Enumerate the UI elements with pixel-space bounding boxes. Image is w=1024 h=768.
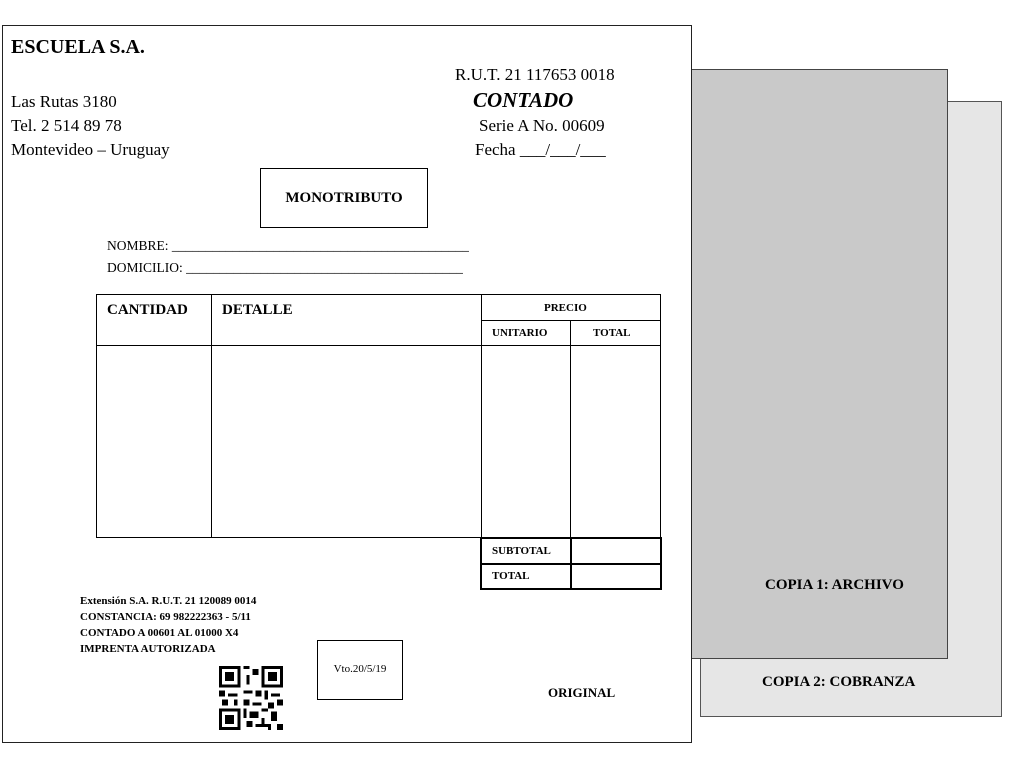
cantidad-header: CANTIDAD xyxy=(107,302,188,318)
regime-label: MONOTRIBUTO xyxy=(285,189,403,206)
printer-line-1: Extensión S.A. R.U.T. 21 120089 0014 xyxy=(80,595,257,607)
totals-box xyxy=(480,537,662,590)
total-header: TOTAL xyxy=(593,327,631,339)
precio-header: PRECIO xyxy=(544,302,587,314)
regime-box xyxy=(260,168,428,228)
company-address: Las Rutas 3180 xyxy=(11,92,117,111)
client-name-field: NOMBRE: ____________________________________________ xyxy=(107,238,469,253)
serie-number: Serie A No. 00609 xyxy=(479,116,605,135)
original-label: ORIGINAL xyxy=(548,685,616,700)
invoice-type: CONTADO xyxy=(473,88,574,112)
invoice-date: Fecha ___/___/___ xyxy=(475,140,606,159)
qr-code-icon xyxy=(219,666,283,730)
expiry-date: Vto.20/5/19 xyxy=(333,663,387,675)
copy-2-label: COPIA 2: COBRANZA xyxy=(762,674,916,690)
client-address-field: DOMICILIO: _________________________________________ xyxy=(107,260,463,275)
unitario-header: UNITARIO xyxy=(492,327,548,339)
expiry-box xyxy=(317,640,403,700)
copy-1-label: COPIA 1: ARCHIVO xyxy=(765,577,904,593)
printer-line-4: IMPRENTA AUTORIZADA xyxy=(80,643,216,655)
detalle-header: DETALLE xyxy=(222,302,293,318)
total-label: TOTAL xyxy=(492,570,530,582)
copy-1-sheet xyxy=(690,69,948,659)
subtotal-label: SUBTOTAL xyxy=(492,545,551,557)
original-sheet xyxy=(2,25,692,743)
printer-line-2: CONSTANCIA: 69 982222363 - 5/11 xyxy=(80,611,251,623)
company-city: Montevideo – Uruguay xyxy=(11,140,170,159)
printer-line-3: CONTADO A 00601 AL 01000 X4 xyxy=(80,627,239,639)
rut: R.U.T. 21 117653 0018 xyxy=(455,65,615,84)
company-name: ESCUELA S.A. xyxy=(11,36,145,58)
company-phone: Tel. 2 514 89 78 xyxy=(11,116,122,135)
